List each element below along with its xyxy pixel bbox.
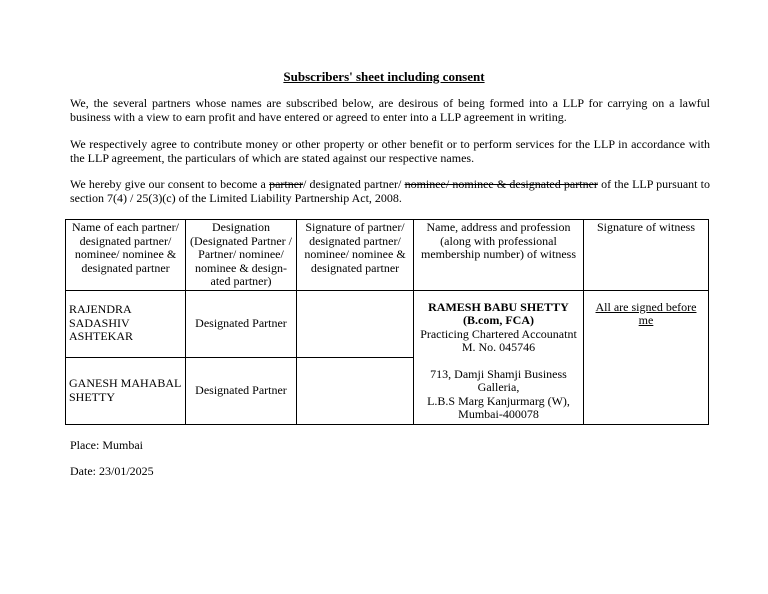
place-line: Place: Mumbai: [70, 438, 143, 452]
consent-text-1: We hereby give our consent to become a: [70, 177, 270, 191]
header-name: Name of each partner/ designated partner/ nominee/ nominee & designated partner: [66, 220, 186, 291]
consent-struck-nominee: nominee/ nominee & designated partner: [404, 177, 598, 191]
witness-signature-text: All are signed before me: [595, 299, 697, 327]
consent-struck-partner: partner: [269, 177, 304, 191]
witness-membership: M. No. 045746: [461, 340, 536, 354]
witness-address-line1: 713, Damji Shamji Business Galleria,: [430, 366, 567, 394]
partner-signature: [297, 357, 414, 424]
witness-qualification: (B.com, FCA): [463, 313, 534, 327]
header-partner-signature: Signature of partner/ designated partner/ nominee/ nominee & designated partner: [297, 220, 414, 291]
subscribers-table: [65, 219, 709, 425]
paragraph-contribution: We respectively agree to contribute money or other property or other benefit or to perform services for the LLP in accordance with the LLP agreement, the particulars of which are stated against our respective names.: [70, 137, 710, 165]
partner-name: GANESH MAHABAL SHETTY: [66, 357, 186, 424]
consent-text-3: of the LLP pursuant to section 7(4) / 25(3)(c) of the Limited Liability Partnership Act, 2008.: [70, 177, 710, 205]
partner-designation: Designated Partner: [186, 357, 297, 424]
paragraph-consent: [70, 178, 710, 205]
partner-designation: Designated Partner: [186, 290, 297, 357]
date-line: Date: 23/01/2025: [70, 464, 154, 478]
partner-name: RAJENDRA SADASHIV ASHTEKAR: [66, 290, 186, 357]
witness-signature: [584, 290, 709, 424]
paragraph-intent: We, the several partners whose names are subscribed below, are desirous of being formed into a LLP for carrying on a lawful business with a view to earn profit and have entered or agreed to enter into a LLP agreement in writing.: [70, 96, 710, 124]
witness-address-line2: L.B.S Marg Kanjurmarg (W),: [427, 393, 570, 408]
header-witness-signature: Signature of witness: [584, 220, 709, 291]
table-row: [66, 290, 709, 357]
header-designation: Designation (Designated Partner / Partner/ nominee/ nominee & design-ated partner): [186, 220, 297, 291]
witness-profession: Practicing Chartered Accounatnt: [420, 326, 577, 341]
table-header-row: [66, 220, 709, 291]
witness-address-line3: Mumbai-400078: [458, 407, 539, 421]
spacer: [417, 355, 580, 368]
partner-signature: [297, 290, 414, 357]
witness-details: [414, 290, 584, 424]
consent-text-2: / designated partner/: [303, 177, 405, 191]
header-witness-details: Name, address and profession (along with professional membership number) of witness: [414, 220, 584, 291]
witness-name: RAMESH BABU SHETTY: [428, 299, 569, 314]
document-title: Subscribers' sheet including consent: [283, 69, 485, 84]
